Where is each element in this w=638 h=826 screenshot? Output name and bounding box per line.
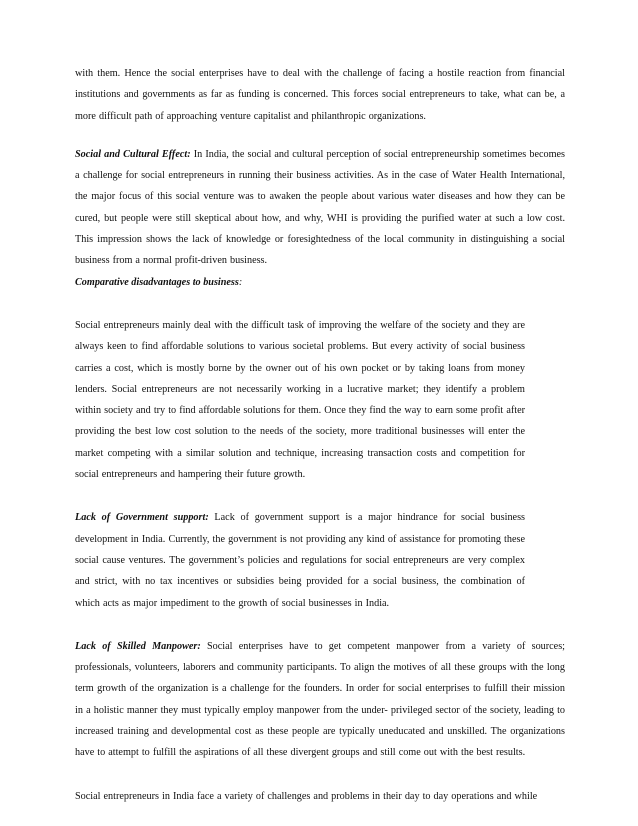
heading-comparative-disadvantages: Comparative disadvantages to business [75, 276, 239, 288]
heading-comparative-colon: : [238, 276, 243, 288]
heading-government-support: Lack of Government support: [75, 512, 209, 524]
document-page [75, 63, 565, 807]
paragraph-skilled-manpower [75, 636, 565, 764]
body-skilled-manpower: Social enterprises have to get competent manpower from a variety of sources; professionals, volunteers, laborers and community participants. To align the motives of all these groups with the long term growth of the organization is a challenge for the founders. In order for social enterprises to fulfill their mission in a holistic manner they must typically employ manpower from the under- privileged sector of the society, leading to increased training and developmental cost as these people are typically uneducated and unskilled. The organizations have to attempt to fulfill the aspirations of all these divergent groups and still come out with the best results. [75, 640, 565, 759]
heading-social-cultural-effect: Social and Cultural Effect: [75, 148, 191, 160]
paragraph-social-cultural-effect [75, 144, 565, 272]
heading-comparative-disadvantages-line [75, 272, 565, 293]
body-government-support: Lack of government support is a major hindrance for social business development in India. Currently, the government is not providing any kind of assistance for promoting these social cause ventures. The government’s policies and regulations for social entrepreneurs are very complex and strict, with no tax incentives or subsidies being provided for a social business, the combination of which acts as major impediment to the growth of social businesses in India. [75, 512, 525, 609]
heading-skilled-manpower: Lack of Skilled Manpower: [75, 640, 201, 652]
paragraph-government-support [75, 507, 525, 613]
body-social-cultural-effect: In India, the social and cultural perception of social entrepreneurship sometimes becomes a challenge for social entrepreneurs in running their business activities. As in the case of Water Health International, the major focus of this social venture was to awaken the people about various water diseases and how they can be cured, but people were still skeptical about how, and why, WHI is providing the purified water at such a low cost. This impression shows the lack of knowledge or foresightedness of the local community in distinguishing a social business from a normal profit-driven business. [75, 148, 565, 267]
paragraph-funding-continuation: with them. Hence the social enterprises have to deal with the challenge of facing a hostile reaction from financial institutions and governments as far as funding is concerned. This forces social entrepreneurs to take, what can be, a more difficult path of approaching venture capitalist and philanthropic organizations. [75, 68, 565, 122]
paragraph-challenges-intro: Social entrepreneurs in India face a variety of challenges and problems in their day to day operations and while [75, 790, 538, 802]
paragraph-comparative-disadvantages: Social entrepreneurs mainly deal with the difficult task of improving the welfare of the society and they are always keen to find affordable solutions to various societal problems. But every activity of social business carries a cost, which is mostly borne by the owner out of his own pocket or by taking loans from money lenders. Social entrepreneurs are not necessarily working in a lucrative market; they identify a problem within society and try to find affordable solutions for them. Once they find the way to earn some profit after providing the best low cost solution to the needs of the society, more traditional businesses will enter the market competing with a similar solution and technique, increasing transaction costs and competition for social entrepreneurs and hampering their future growth. [75, 319, 525, 481]
